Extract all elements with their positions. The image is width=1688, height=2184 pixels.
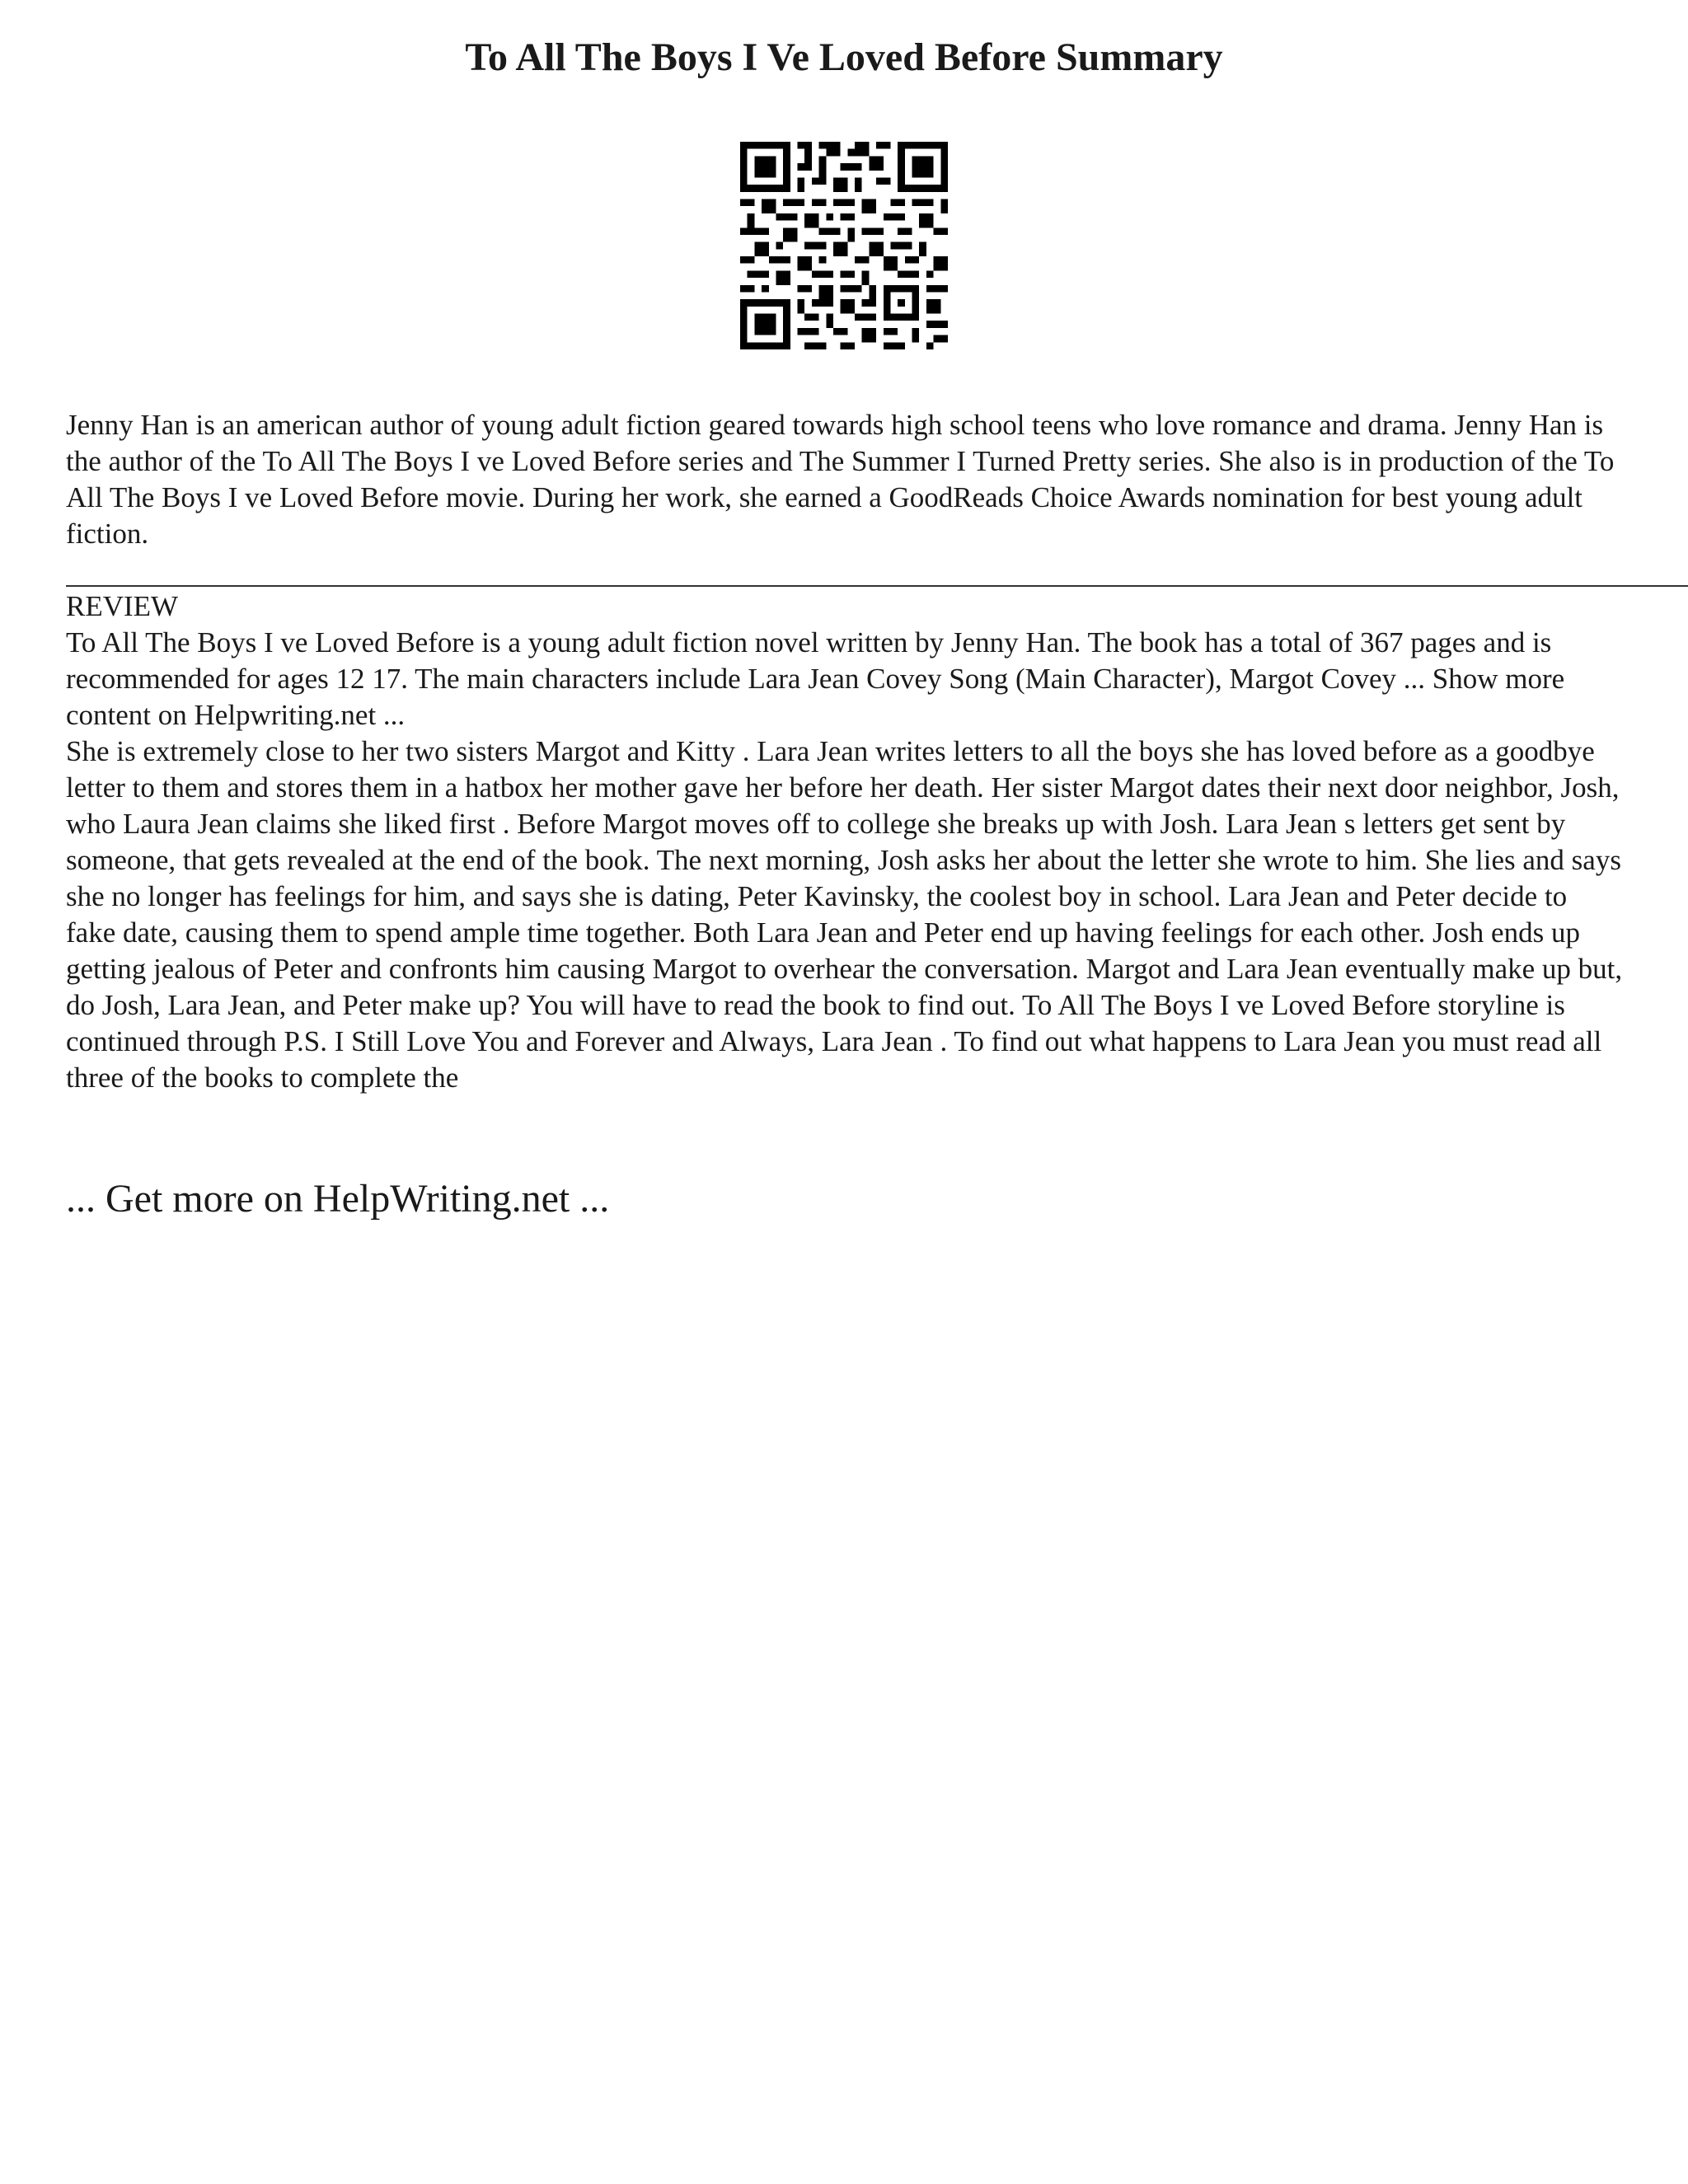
page-title: To All The Boys I Ve Loved Before Summary	[465, 35, 1223, 79]
review-label: REVIEW	[66, 590, 179, 622]
get-more-link[interactable]: ... Get more on HelpWriting.net ...	[66, 1177, 610, 1221]
section-divider	[66, 585, 1688, 587]
qr-code-icon	[740, 142, 948, 349]
story-summary: She is extremely close to her two sisters Margot and Kitty . Lara Jean writes letters to all the boys she has loved before as a goodbye letter to them and stores them in a hatbox her mother gave her before her death. Her sister Margot dates their next door neighbor, Josh, who Laura Jean claims she liked first . Before Margot moves off to college she breaks up with Josh. Lara Jean s letters get sent by someone, that gets revealed at the end of the book. The next morning, Josh asks her about the letter she wrote to him. She lies and says she no longer has feelings for him, and says she is dating, Peter Kavinsky, the coolest boy in school. Lara Jean and Peter decide to fake date, causing them to spend ample time together. Both Lara Jean and Peter end up having feelings for each other. Josh ends up getting jealous of Peter and confronts him causing Margot to overhear the conversation. Margot and Lara Jean eventually make up but, do Josh, Lara Jean, and Peter make up? You will have to read the book to find out. To All The Boys I ve Loved Before storyline is continued through P.S. I Still Love You and Forever and Always, Lara Jean . To find out what happens to Lara Jean you must read all three of the books to complete the	[66, 735, 1623, 1094]
review-text: To All The Boys I ve Loved Before is a young adult fiction novel written by Jenny Han. The book has a total of 367 pages and is recommended for ages 12 17. The main characters include Lara Jean Covey Song (Main Character), Margot Covey ... Show more content on Helpwriting.net ...	[66, 626, 1565, 731]
author-intro: Jenny Han is an american author of young adult fiction geared towards high school teens who love romance and drama. Jenny Han is the author of the To All The Boys I ve Loved Before series and The Summer I Turned Pretty series. She also is in production of the To All The Boys I ve Loved Before movie. During her work, she earned a GoodReads Choice Awards nomination for best young adult fiction.	[66, 409, 1615, 550]
